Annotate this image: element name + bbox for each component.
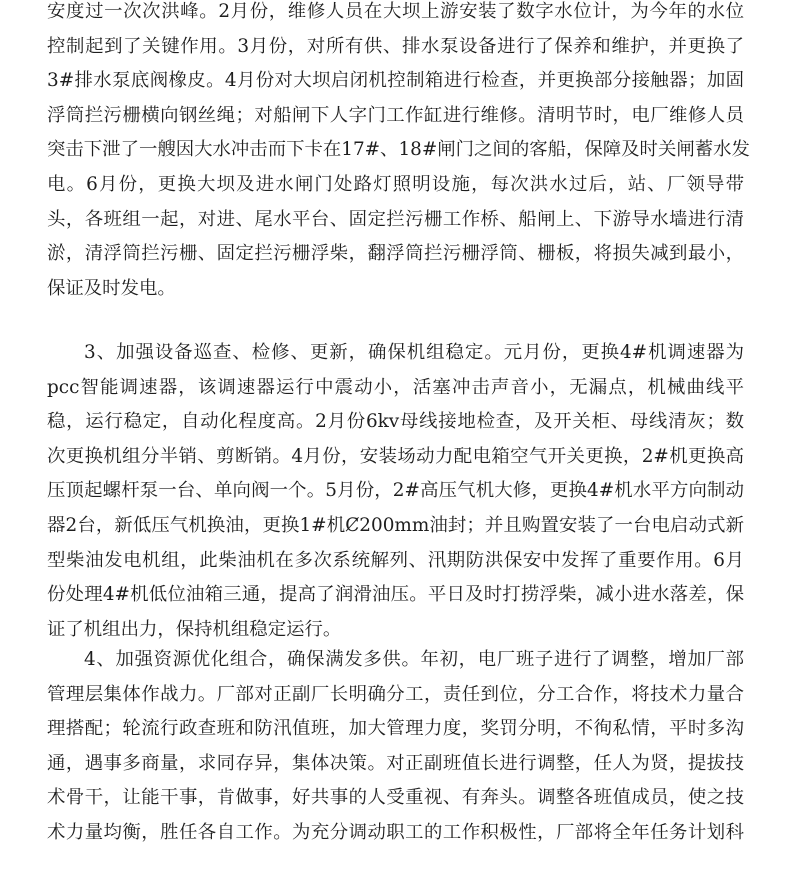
paragraph-equipment-inspection <box>0 336 791 647</box>
text-line: 器2台，新低压气机换油，更换1#机Ȼ200mm油封；并且购置安装了一台电启动式新 <box>47 514 744 536</box>
text-line: 术骨干，让能干事，肯做事，好共事的人受重视、有奔头。调整各班值成员，使之技 <box>47 787 744 809</box>
text-line: 稳，运行稳定，自动化程度高。2月份6kv母线接地检查，及开关柜、母线清灰；数 <box>47 411 744 433</box>
text-line: 理搭配；轮流行政查班和防汛值班，加大管理力度，奖罚分明，不徇私情，平时多沟 <box>47 718 744 740</box>
text-line: 管理层集体作战力。厂部对正副厂长明确分工，责任到位，分工合作，将技术力量合 <box>47 683 744 705</box>
text-line: 电。6月份，更换大坝及进水闸门处路灯照明设施，每次洪水过后，站、厂领导带 <box>47 173 744 195</box>
text-line: 保证及时发电。 <box>47 277 176 299</box>
text-line: 份处理4#机低位油箱三通，提高了润滑油压。平日及时打捞浮柴，减小进水落差，保 <box>47 584 744 606</box>
paragraph-resource-optimization <box>0 643 791 851</box>
text-line: 4、加强资源优化组合，确保满发多供。年初，电厂班子进行了调整，增加厂部 <box>84 649 744 670</box>
text-line: 突击下泄了一艘因大水冲击而下卡在17#、18#闸门之间的客船，保障及时关闸蓄水发 <box>47 139 750 161</box>
text-line: 证了机组出力，保持机组稳定运行。 <box>47 618 342 640</box>
text-line: 压顶起螺杆泵一台、单向阀一个。5月份，2#高压气机大修，更换4#机水平方向制动 <box>47 480 744 502</box>
text-line: 安度过一次次洪峰。2月份，维修人员在大坝上游安装了数字水位计，为今年的水位 <box>47 1 744 22</box>
text-line: 次更换机组分半销、剪断销。4月份，安装场动力配电箱空气开关更换，2#机更换高 <box>47 445 744 467</box>
paragraph-flood-maintenance <box>0 0 791 306</box>
text-line: 3、加强设备巡查、检修、更新，确保机组稳定。元月份，更换4#机调速器为 <box>84 342 744 363</box>
text-line: 控制起到了关键作用。3月份，对所有供、排水泵设备进行了保养和维护，并更换了 <box>47 35 744 57</box>
text-line: pcc智能调速器，该调速器运行中震动小，活塞冲击声音小，无漏点，机械曲线平 <box>47 376 744 398</box>
text-line: 3#排水泵底阀橡皮。4月份对大坝启闭机控制箱进行检查，并更换部分接触器；加固 <box>47 70 744 92</box>
text-line: 淤，清浮筒拦污栅、固定拦污栅浮柴，翻浮筒拦污栅浮筒、栅板，将损失减到最小， <box>47 243 744 265</box>
text-line: 头，各班组一起，对进、尾水平台、固定拦污栅工作桥、船闸上、下游导水墙进行清 <box>47 208 744 230</box>
text-line: 通，遇事多商量，求同存异，集体决策。对正副班值长进行调整，任人为贤，提拔技 <box>47 752 744 774</box>
text-line: 型柴油发电机组，此柴油机在多次系统解列、汛期防洪保安中发挥了重要作用。6月 <box>47 549 744 571</box>
text-line: 浮筒拦污栅横向钢丝绳；对船闸下人字门工作缸进行维修。清明节时，电厂维修人员 <box>47 104 744 126</box>
text-line: 术力量均衡，胜任各自工作。为充分调动职工的工作积极性，厂部将全年任务计划科 <box>47 821 744 843</box>
